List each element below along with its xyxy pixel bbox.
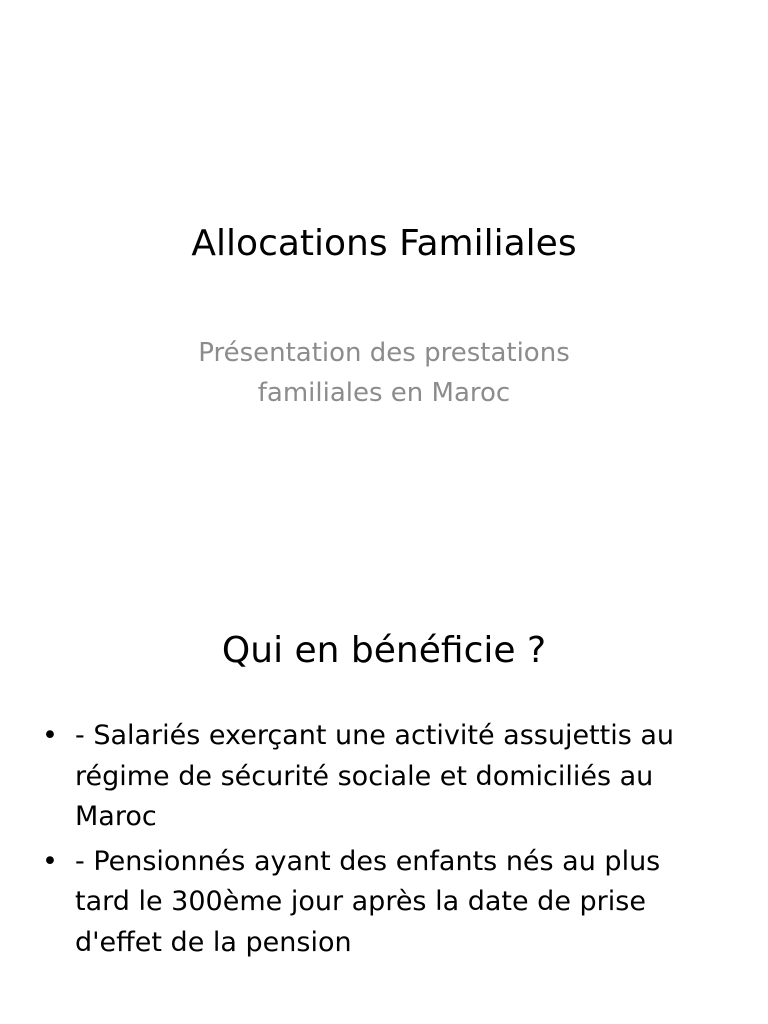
bullet-list xyxy=(40,716,730,967)
bullet-line: - Pensionnés ayant des enfants nés au plus xyxy=(75,845,661,877)
slide-title-heading: Allocations Familiales xyxy=(191,223,577,264)
bullet-icon: • xyxy=(42,720,58,751)
bullet-icon: • xyxy=(42,845,58,877)
slide-beneficiaries xyxy=(0,576,768,1024)
subtitle-line: Présentation des prestations xyxy=(198,338,570,368)
bullet-line: régime de sécurité sociale et domiciliés au xyxy=(75,760,654,792)
bullet-line: Maroc xyxy=(75,801,157,832)
slide-subtitle xyxy=(120,333,648,413)
bullet-line: tard le 300ème jour après la date de prise xyxy=(75,886,646,917)
bullet-line: d'effet de la pension xyxy=(75,926,352,958)
slide-heading: Qui en bénéficie ? xyxy=(221,630,547,671)
bullet-text xyxy=(75,716,730,838)
bullet-text xyxy=(75,842,730,964)
bullet-item xyxy=(40,842,730,964)
bullet-item xyxy=(40,716,730,838)
subtitle-line: familiales en Maroc xyxy=(257,378,511,408)
bullet-line: - Salariés exerçant une activité assujettis au xyxy=(75,720,675,751)
